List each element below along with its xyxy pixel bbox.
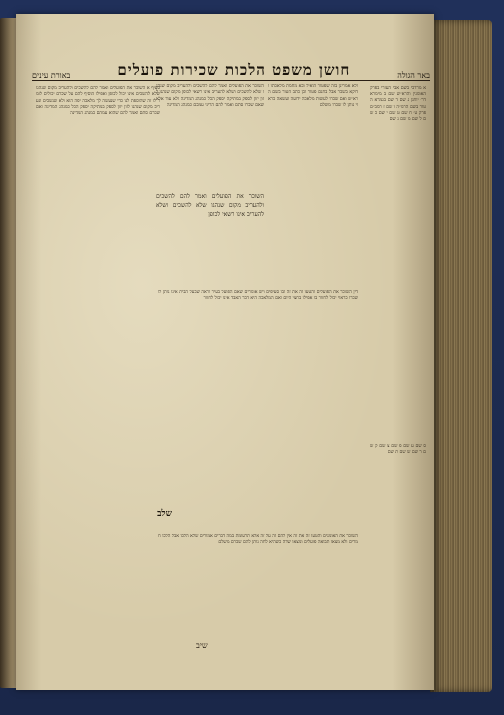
main-text-block: השוכר את הפועלים ואמר להם להשכים ולהעריב מקום שנהגו שלא להשכים ושלא להעריב אינו רשאי לכופן: [156, 193, 264, 218]
right-commentary-column: ולא אמרינן בזה שפטור הואיל ובא מחמת מלאכתו ודוקא בשכר אבל בחנם פטור וכן כתב הטור בשם הרא״ש ואם שכרו לעשות מלאכה ידועה ועשאה כראוי נותן לו שכרו משלם: [268, 84, 358, 108]
outer-margin-commentary-lower: ס שם ע שם פ שם צ שם ק שם ר שם ש שם ת שם: [370, 444, 426, 456]
middle-commentary-column: השוכר את הפועלים ואמר להם להשכים ולהעריב מקום שנהגו שלא להשכים ושלא להעריב אינו רשאי לכופן מקום שנהגו לזון יזון לספק במתיקה יספק הכל כמנהג המדינה ולא עוד אלא שאם שכרו סתם ואמר להם הריני עמכם כמנהג המדינה: [156, 84, 264, 108]
section-marker: שלב: [157, 509, 172, 519]
header-right-label: באר הגולה: [397, 71, 430, 80]
outer-margin-commentary: א מרדכי בשם אבי העזרי בפרק האומנין והרא״ש שם ב מימרא דר׳ יוחנן ג שם ד שם בגמרא ה טור בשם הרמ״ה ו שם ז רמב״ם פרק ט׳ ח שם ט שם י שם כ שם ל שם מ שם נ שם: [370, 86, 426, 123]
header-left-label: באורת עינים: [32, 71, 71, 80]
running-header: [32, 58, 430, 80]
page-title: חושן משפט הלכות שכירות פועלים: [117, 61, 351, 79]
book-fore-edge: [430, 20, 492, 692]
left-commentary-column: סעיף א השוכר את הפועלים ואמר להם להשכים ולהעריב מקום שנהגו שלא להשכים אינו יכול לכופן ואפילו הוסיף להם על שכרם יכולים לומר לו זה שהוספת לנו כדי שנעשה לך מלאכה יפה הוא ולא שנשכים ונעריב מקום שנהגו לזון יזון לספק במתיקה יספק הכל כמנהג המדינה ואם שכרם סתם ואמר להם שהוא עמהם כמנהג המדינה: [36, 86, 160, 117]
lower-commentary-block: דין השוכר את הפועלים והטעו זה את זה ובו סעיפים ויש אומרים שאם הפועל בעיר וראה שבעל הבית אינו נותן לו שכרו כראוי יכול לחזור בו אפילו בחצי היום ואם המלאכה היא דבר האבד אינו יכול לחזור: [158, 290, 358, 302]
lower-commentary-block-2: השוכר את האומנים והטעו זה את זה אין להם זה על זה אלא תרעומת במה דברים אמורים שלא הלכו אבל הלכו חמרים ולא מצאו תבואה פועלים ומצאו שדה כשהיא לחה נותן להם שכרם משלם: [158, 534, 358, 546]
page-signature: שיב: [196, 641, 208, 650]
book-page: [16, 14, 434, 690]
header-rule: [32, 80, 430, 81]
